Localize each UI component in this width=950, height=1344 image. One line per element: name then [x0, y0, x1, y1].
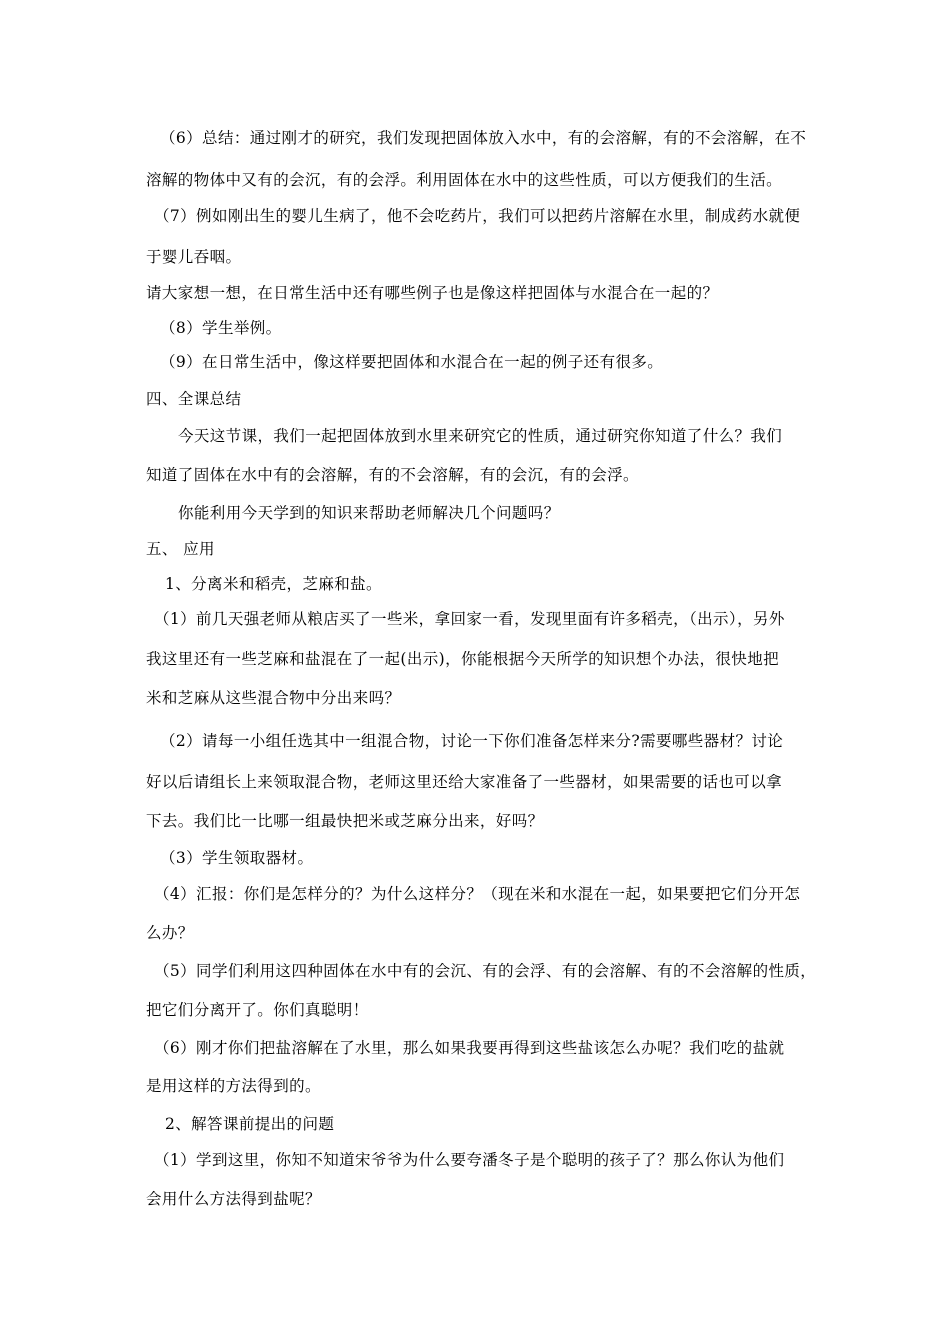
paragraph-line: 米和芝麻从这些混合物中分出来吗？ [146, 689, 401, 707]
paragraph-line: 么办？ [146, 924, 194, 942]
paragraph-line: （1）学到这里，你知不知道宋爷爷为什么要夸潘冬子是个聪明的孩子了？那么你认为他们 [154, 1151, 785, 1169]
subsection-heading: 2、解答课前提出的问题 [165, 1115, 335, 1133]
paragraph-line: 知道了固体在水中有的会溶解，有的不会溶解，有的会沉，有的会浮。 [146, 466, 639, 484]
paragraph-line: （6）刚才你们把盐溶解在了水里，那么如果我要再得到这些盐该怎么办呢？我们吃的盐就 [154, 1039, 785, 1057]
section-heading: 四、全课总结 [146, 390, 242, 408]
paragraph-line: 请大家想一想，在日常生活中还有哪些例子也是像这样把固体与水混合在一起的？ [146, 284, 719, 302]
paragraph-line: 下去。我们比一比哪一组最快把米或芝麻分出来，好吗？ [146, 812, 544, 830]
paragraph-line: （1）前几天强老师从粮店买了一些米，拿回家一看，发现里面有许多稻壳，（出示），另外 [154, 610, 785, 628]
paragraph-line: （3）学生领取器材。 [160, 849, 314, 867]
paragraph-line: （2）请每一小组任选其中一组混合物，讨论一下你们准备怎样来分?需要哪些器材？讨论 [160, 732, 784, 750]
paragraph-line: 于婴儿吞咽。 [146, 248, 242, 266]
paragraph-line: （4）汇报：你们是怎样分的？为什么这样分？（现在米和水混在一起，如果要把它们分开怎 [154, 885, 801, 903]
paragraph-line: 会用什么方法得到盐呢？ [146, 1190, 321, 1208]
paragraph-line: （6）总结：通过刚才的研究，我们发现把固体放入水中，有的会溶解，有的不会溶解，在不 [160, 129, 807, 147]
paragraph-line: 你能利用今天学到的知识来帮助老师解决几个问题吗？ [178, 504, 560, 522]
paragraph-line: 今天这节课，我们一起把固体放到水里来研究它的性质，通过研究你知道了什么？我们 [178, 427, 783, 445]
section-heading: 五、 应用 [146, 540, 215, 558]
paragraph-line: （5）同学们利用这四种固体在水中有的会沉、有的会浮、有的会溶解、有的不会溶解的性质， [154, 962, 817, 980]
paragraph-line: 好以后请组长上来领取混合物，老师这里还给大家准备了一些器材，如果需要的话也可以拿 [146, 773, 783, 791]
paragraph-line: （7）例如刚出生的婴儿生病了，他不会吃药片，我们可以把药片溶解在水里，制成药水就便 [154, 207, 801, 225]
paragraph-line: 溶解的物体中又有的会沉，有的会浮。利用固体在水中的这些性质，可以方便我们的生活。 [146, 171, 783, 189]
paragraph-line: （8）学生举例。 [160, 319, 282, 337]
paragraph-line: 把它们分离开了。你们真聪明！ [146, 1001, 369, 1019]
paragraph-line: （9）在日常生活中，像这样要把固体和水混合在一起的例子还有很多。 [160, 353, 664, 371]
paragraph-line: 我这里还有一些芝麻和盐混在了一起(出示)，你能根据今天所学的知识想个办法，很快地把 [146, 650, 779, 668]
paragraph-line: 是用这样的方法得到的。 [146, 1077, 321, 1095]
subsection-heading: 1、分离米和稻壳，芝麻和盐。 [165, 575, 382, 593]
